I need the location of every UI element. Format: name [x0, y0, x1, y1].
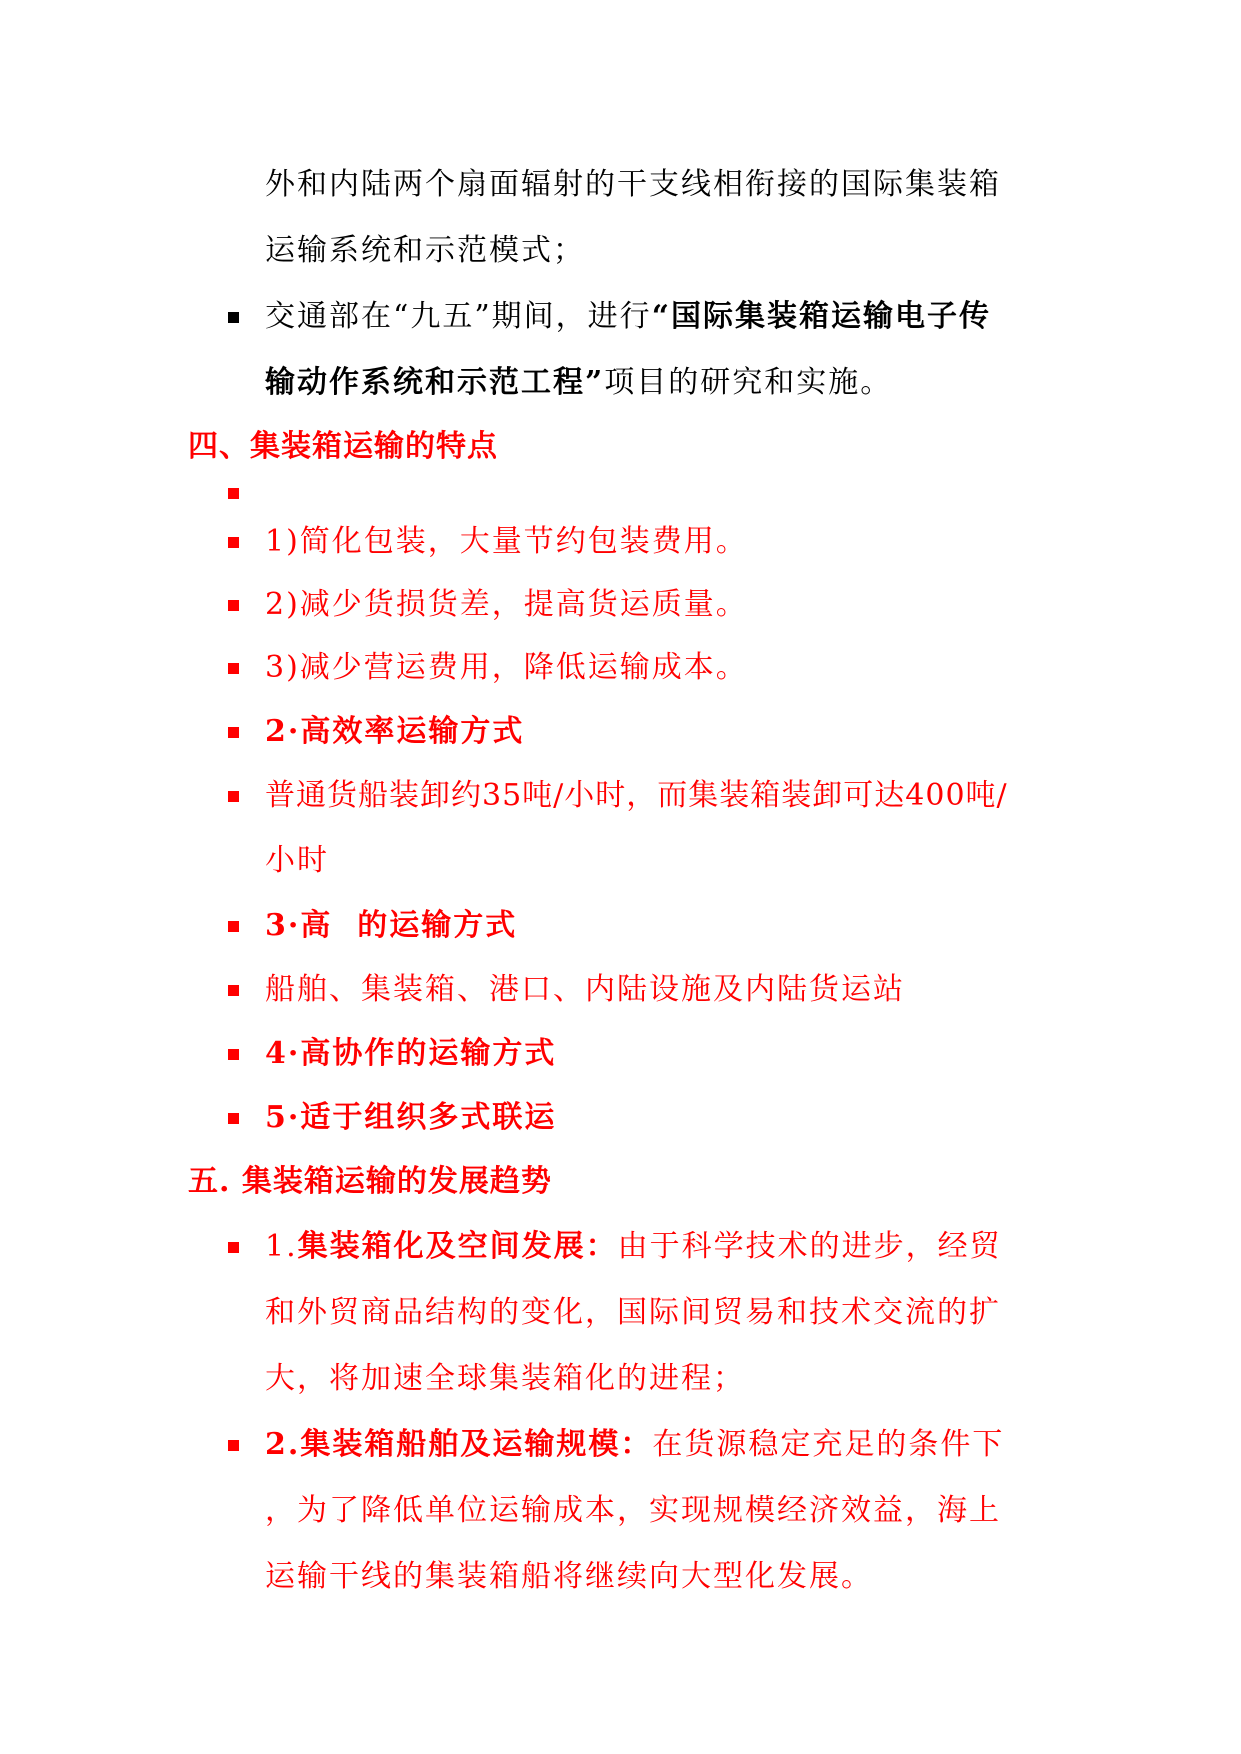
list-item [0, 1093, 1241, 1143]
list-item-cont [0, 1288, 1241, 1338]
bullet-icon [228, 537, 239, 548]
trend-2-line-2: ，为了降低单位运输成本，实现规模经济效益，海上 [265, 1493, 1001, 1528]
ministry-line-1 [265, 292, 991, 342]
list-item [0, 517, 1241, 567]
trend-1-title: 集装箱化及空间发展： [297, 1229, 618, 1264]
intro-text-2: 运输系统和示范模式； [265, 233, 585, 268]
list-item-ministry-cont [0, 358, 1241, 408]
section-4 [0, 422, 1241, 472]
list-item [0, 965, 1241, 1015]
feature-item-2: 2)减少货损货差，提高货运质量。 [265, 587, 748, 622]
ministry-line-2 [265, 358, 892, 408]
list-item-cont [0, 836, 1241, 886]
trend-1-text: 由于科学技术的进步，经贸 [617, 1229, 1002, 1264]
bullet-icon [228, 1440, 239, 1451]
section-4-heading: 四、集装箱运输的特点 [188, 429, 498, 464]
list-item [0, 771, 1241, 821]
sub2-text-2: 小时 [265, 843, 329, 878]
intro-line-2 [0, 226, 1241, 276]
list-item-cont [0, 1354, 1241, 1404]
bullet-icon [228, 1113, 239, 1124]
bullet-icon [228, 1049, 239, 1060]
list-item-cont [0, 1552, 1241, 1602]
bullet-icon [228, 921, 239, 932]
list-item [0, 1029, 1241, 1079]
ministry-text: 交通部在“九五”期间，进行 [265, 299, 652, 334]
ministry-project-title-2: 输动作系统和示范工程” [265, 365, 605, 400]
trend-1-line-1 [265, 1222, 1002, 1272]
list-item [0, 580, 1241, 630]
bullet-icon [228, 791, 239, 802]
list-item-cont [0, 1486, 1241, 1536]
list-item-ministry [0, 292, 1241, 342]
ministry-project-title-1: “国际集装箱运输电子传 [651, 299, 991, 334]
subheading-2: 2·高效率运输方式 [265, 714, 525, 749]
bullet-icon [228, 663, 239, 674]
intro-line-1 [0, 160, 1241, 210]
bullet-icon [228, 488, 239, 499]
sub3-text: 船舶、集装箱、港口、内陆设施及内陆货运站 [265, 972, 905, 1007]
list-item-empty [0, 470, 1241, 520]
feature-item-1: 1)简化包装，大量节约包装费用。 [265, 524, 748, 559]
sub2-text-1: 普通货船装卸约35吨/小时，而集装箱装卸可达400吨/ [265, 778, 1008, 813]
list-item [0, 901, 1241, 951]
trend-1-line-3: 大，将加速全球集装箱化的进程； [265, 1361, 745, 1396]
trend-2-line-1 [265, 1420, 1004, 1470]
trend-1-line-2: 和外贸商品结构的变化，国际间贸易和技术交流的扩 [265, 1295, 1001, 1330]
subheading-4: 4·高协作的运输方式 [265, 1036, 557, 1071]
bullet-icon [228, 1242, 239, 1253]
intro-text-1: 外和内陆两个扇面辐射的干支线相衔接的国际集装箱 [265, 167, 1001, 202]
section-5 [0, 1157, 1241, 1207]
bullet-icon [228, 312, 239, 323]
bullet-icon [228, 727, 239, 738]
feature-item-3: 3)减少营运费用，降低运输成本。 [265, 650, 748, 685]
list-item [0, 643, 1241, 693]
bullet-icon [228, 600, 239, 611]
trend-2-text: 在货源稳定充足的条件下 [652, 1427, 1005, 1462]
section-5-heading: 五. 集装箱运输的发展趋势 [188, 1164, 552, 1199]
trend-2-line-3: 运输干线的集装箱船将继续向大型化发展。 [265, 1559, 873, 1594]
bullet-icon [228, 985, 239, 996]
list-item [0, 707, 1241, 757]
ministry-text-2: 项目的研究和实施。 [604, 365, 893, 400]
subheading-5: 5·适于组织多式联运 [265, 1100, 557, 1135]
list-item [0, 1420, 1241, 1470]
list-item [0, 1222, 1241, 1272]
subheading-3: 3·高 的运输方式 [265, 908, 518, 943]
trend-1-number: 1. [265, 1229, 298, 1264]
trend-2-title: 2.集装箱船舶及运输规模： [265, 1427, 653, 1462]
